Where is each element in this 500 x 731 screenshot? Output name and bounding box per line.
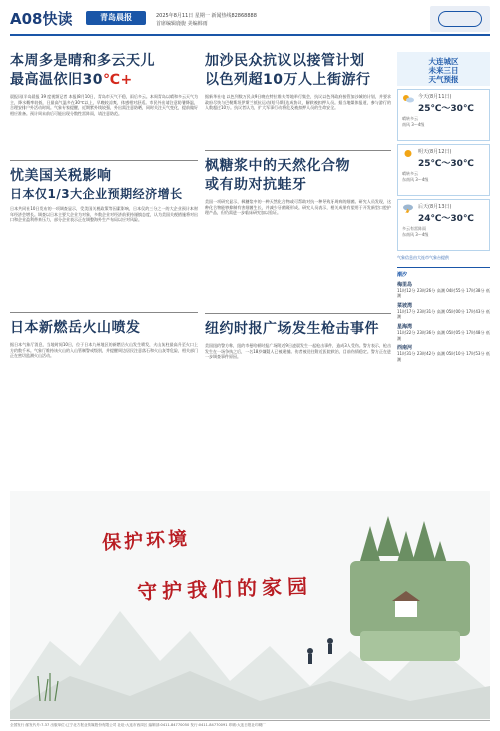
public-service-banner (10, 491, 490, 719)
weather-headline-2: 最高温依旧30℃+ (10, 72, 133, 88)
forecast-day-3: 后天(8月13日) 24℃～30℃ 多云有雷阵雨 东南风 3～4级 (397, 199, 490, 251)
middle-column (205, 52, 391, 423)
tide-list: 梅里岛 11时12分 23时26分 高潮 04时55分 17时38分 低潮 菜坡湾 11时17分 23时31分 高潮 05时00分 17时43分 低潮 星海湾 11时22分 23时36分 高潮 05时05分 17时48分 低潮 西南河 11时31分 23时42分 高潮 05时10分 17时53分 低潮 (397, 281, 490, 362)
slogan-line-2: 守护我们的家园 (136, 573, 313, 605)
weather-panel-title: 大连城区 未来三日 天气预报 (397, 52, 490, 86)
weather-panel (397, 52, 490, 362)
tariff-article-body: 日本共同社10日发布的一项调查显示，受美国关税政策等因素影响，日本仅约三分之一的大企业预计本财年经济会增长。调查以日本主要大企业为对象，多数企业对经济前景持谨慎态度，认为美国关税措施将对出口和企业盈利带来压力，部分企业表示正在调整海外生产布局以应对风险。 (10, 206, 198, 223)
volcano-article-body: 据日本气象厅消息，当地时间10日，位于日本九州地区的新燃岳火山发生喷发，火山灰柱最高升至火口上方约数千米。气象厅维持该火山的入山管制警戒级别，并提醒周边居民注意落石和火山灰等危险，相关部门正在密切监测火山活动。 (10, 342, 198, 359)
maple-headline-1: 枫糖浆中的天然化合物 (205, 158, 350, 174)
forecast-day-2: 明天(8月12日) 25℃～30℃ 晴转多云 东南风 3～4级 (397, 144, 490, 196)
volcano-headline: 日本新燃岳火山喷发 (10, 320, 141, 336)
shooting-headline: 纽约时报广场发生枪击事件 (205, 321, 379, 337)
maple-headline-2: 或有助对抗蛙牙 (205, 177, 307, 193)
landscape-illustration (10, 491, 490, 719)
sun-icon (402, 149, 414, 158)
header-dateline: 2025年8月11日 星期一 新闻热线82868888 (156, 13, 257, 19)
masthead (10, 6, 490, 36)
weather-headline-1: 本周多是晴和多云天儿 (10, 53, 155, 69)
weather-article-body: 晨报讯(半岛晨报 39 度视频记者 本报)8月10日，青岛市天气不稳，雨后多云。本周青岛以晴和多云天气为主，降水概率较低，日最高气温多在30℃以上，早晚较凉爽，体感相对舒适。市民外出请注意防暑降温，合理安排户外活动时间。气象专家提醒，近期紫外线较强，外出需注意防晒，同时关注天气变化，提前做好相应准备。预计周末前后可能出现分散性雷阵雨，请注意防范。 (10, 94, 198, 116)
tariff-headline-1: 忧美国关税影响 (10, 168, 112, 184)
maple-article-body: 美国一项研究显示，枫糖浆中的一种天然化合物或可帮助对抗一种导致牙周病的细菌。研究人员发现，这种化合物能够抑制有害细菌生长，并减少牙菌斑形成。研究人员表示，相关成果有望用于开发新型口腔护理产品，但仍需进一步临床研究加以验证。 (205, 199, 391, 216)
header-editor: 首席编辑鹿旎 美编韩雨 (156, 21, 208, 27)
sun-cloud-icon (402, 94, 414, 103)
tariff-headline-2: 日本仅1/3大企业预期经济增长 (10, 187, 183, 201)
protest-article-body: 据新华社电 以色列数万民众9日晚在特拉维夫等地举行集会，抗议以色列政府接管加沙城的计划，并要求政府尽快与巴勒斯坦伊斯兰抵抗运动(哈马斯)达成协议，解救被扣押人员。据当地媒体报道，参与游行的人数超过10万。抗议者认为，扩大军事行动将危及被扣押人员的生命安全。 (205, 94, 391, 111)
page-footer: 全国发行 邮发代号:7-37 出版单位:辽宁北方报业传媒股份有限公司 社址:大连市西岗区 编辑部:0411-84770050 发行:0411-84770091 印刷:大连日报社印刷厂 (10, 720, 490, 728)
slogan-line-1: 保护环境 (101, 527, 191, 555)
protest-headline-1: 加沙民众抗议以接管计划 (205, 53, 365, 69)
left-column (10, 52, 198, 422)
tide-section-tag: 潮汐 (397, 267, 490, 278)
header-emblem (430, 6, 490, 32)
shooting-article-body: 美国纽约警方称，纽约市曼哈顿时报广场附近9日凌晨发生一起枪击事件，造成3人受伤。警方表示，枪击发生在一场争执之后，一名18岁嫌疑人已被逮捕。伤者被送往附近医院救治，目前伤情稳定。警方正在进一步调查事件原因。 (205, 343, 391, 360)
weather-source: 气象信息由大连市气象台提供 (397, 255, 449, 260)
forecast-day-1: 今天(8月11日) 25℃～30℃ 晴转多云 南风 3～4级 (397, 89, 490, 141)
page-code: A08快读 (10, 10, 73, 28)
thunder-cloud-icon (402, 204, 414, 213)
protest-headline-2: 以色列超10万人上街游行 (205, 72, 371, 88)
paper-logo: 青岛晨报 (86, 11, 146, 25)
